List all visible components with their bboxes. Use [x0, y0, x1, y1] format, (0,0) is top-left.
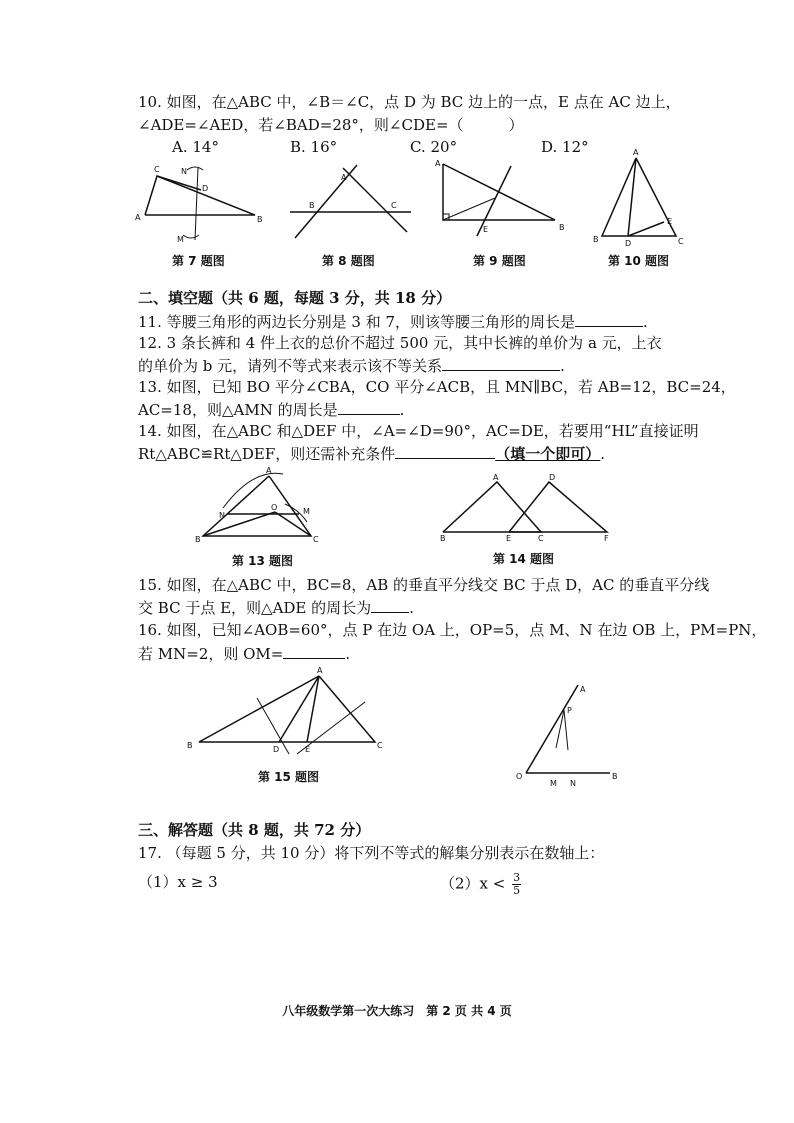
fig7-label-a: A [135, 213, 141, 222]
fig9-label-b: B [559, 223, 565, 232]
fig15-label-b: B [187, 741, 193, 750]
q13-line1: 13. 如图，已知 BO 平分∠CBA，CO 平分∠ACB，且 MN∥BC，若 AB=12，BC=24， [138, 378, 736, 396]
q14-line1: 14. 如图，在△ABC 和△DEF 中，∠A=∠D=90°，AC=DE，若要用“HL”直接证明 [138, 422, 699, 440]
q14-text: Rt△ABC≌Rt△DEF，则还需补充条件 [138, 445, 396, 463]
q16: 若 MN=2，则 OM= . [138, 645, 351, 663]
q13: AC=18，则△AMN 的周长是 . [138, 401, 405, 419]
q17-fraction [512, 872, 521, 897]
page-footer: 八年级数学第一次大练习 第 2 页 共 4 页 [282, 1004, 512, 1018]
fig16-label-b: B [612, 772, 618, 781]
q10-line1: 10. 如图，在△ABC 中，∠B＝∠C，点 D 为 BC 边上的一点，E 点在 AC 边上， [138, 93, 681, 111]
caption-fig13: 第 13 题图 [232, 554, 294, 568]
fig13-label-c: C [313, 535, 319, 544]
q13-answer-blank [338, 399, 400, 415]
fig13-label-o: O [271, 503, 278, 512]
fig10-label-a: A [633, 148, 639, 157]
q15-text: 交 BC 于点 E，则△ADE 的周长为 [138, 599, 372, 617]
fig15-label-a: A [317, 666, 323, 675]
fig15-label-c: C [377, 741, 383, 750]
caption-fig7: 第 7 题图 [172, 254, 225, 268]
q10-option-b: B. 16° [290, 138, 338, 156]
figure-16 [512, 680, 622, 790]
q16-line1: 16. 如图，已知∠AOB=60°，点 P 在边 OA 上，OP=5，点 M、N 在边 OB 上，PM=PN， [138, 621, 767, 639]
caption-fig8: 第 8 题图 [322, 254, 375, 268]
q14-answer-blank [395, 443, 495, 459]
fig7-label-b: B [257, 215, 263, 224]
caption-fig10: 第 10 题图 [608, 254, 670, 268]
fig16-label-n: N [570, 779, 576, 788]
caption-fig14: 第 14 题图 [493, 552, 555, 566]
fig7-label-d: D [202, 184, 209, 193]
q11-text: 11. 等腰三角形的两边长分别是 3 和 7，则该等腰三角形的周长是 [138, 313, 576, 331]
fig9-label-e: E [483, 225, 489, 234]
fig16-label-m: M [550, 779, 557, 788]
fig14-label-d: D [549, 473, 556, 482]
fig7-label-n: N [181, 167, 187, 176]
q15-answer-blank [371, 597, 409, 613]
q17-part2-text: （2）x < [440, 874, 506, 893]
figure-8 [285, 160, 415, 245]
q10-option-a: A. 14° [172, 138, 219, 156]
q12: 的单价为 b 元，请列不等式来表示该不等关系 . [138, 357, 565, 375]
fig13-label-a: A [266, 466, 272, 475]
section2-heading: 二、填空题（共 6 题，每题 3 分，共 18 分） [138, 289, 452, 307]
q17-part1: （1）x ≥ 3 [138, 873, 218, 891]
fig10-label-c: C [678, 237, 684, 246]
fig8-label-a: A [341, 173, 347, 182]
fig13-label-b: B [195, 535, 201, 544]
q17-part2 [440, 872, 521, 897]
q12-answer-blank [442, 355, 560, 371]
figure-7 [135, 160, 265, 245]
q11-answer-blank [575, 311, 643, 327]
caption-fig9: 第 9 题图 [473, 254, 526, 268]
fig16-label-a: A [580, 685, 586, 694]
q14: Rt△ABC≌Rt△DEF，则还需补充条件 （填一个即可）. [138, 445, 606, 463]
q10-option-d: D. 12° [541, 138, 589, 156]
fig16-label-p: P [567, 706, 572, 715]
q17-fraction-denominator: 5 [513, 884, 521, 897]
q10-line2: ∠ADE=∠AED，若∠BAD=28°，则∠CDE=（ ） [138, 116, 524, 134]
fig8-label-c: C [391, 201, 397, 210]
fig10-label-d: D [625, 239, 632, 248]
fig13-label-n: N [219, 511, 225, 520]
fig8-label-b: B [309, 201, 315, 210]
q10-option-c: C. 20° [410, 138, 458, 156]
fig10-label-e: E [667, 217, 673, 226]
figure-13 [195, 466, 325, 545]
figure-14 [435, 472, 615, 542]
q12-text: 的单价为 b 元，请列不等式来表示该不等关系 [138, 357, 443, 375]
q17-fraction-numerator: 3 [513, 871, 521, 884]
figure-10 [592, 148, 692, 248]
fig15-label-d: D [273, 745, 280, 754]
caption-fig15: 第 15 题图 [258, 770, 320, 784]
q13-text: AC=18，则△AMN 的周长是 [138, 401, 338, 419]
fig14-label-e: E [506, 534, 512, 543]
fig14-label-a: A [493, 473, 499, 482]
q14-hint: （填一个即可） [495, 445, 601, 463]
fig14-label-f: F [604, 534, 609, 543]
q16-text: 若 MN=2，则 OM= [138, 645, 284, 663]
q16-answer-blank [283, 643, 345, 659]
fig13-label-m: M [303, 507, 310, 516]
fig15-label-e: E [305, 745, 311, 754]
fig7-label-m: M [177, 235, 184, 244]
section3-heading: 三、解答题（共 8 题，共 72 分） [138, 821, 371, 839]
q15: 交 BC 于点 E，则△ADE 的周长为 . [138, 599, 414, 617]
fig14-label-c: C [538, 534, 544, 543]
fig9-label-a: A [435, 159, 441, 168]
figure-15 [185, 668, 385, 758]
fig7-label-c: C [154, 165, 160, 174]
figure-9 [435, 158, 570, 243]
q12-line1: 12. 3 条长裤和 4 件上衣的总价不超过 500 元，其中长裤的单价为 a 元，上衣 [138, 334, 662, 352]
fig16-label-o: O [516, 772, 523, 781]
q11: 11. 等腰三角形的两边长分别是 3 和 7，则该等腰三角形的周长是 . [138, 313, 648, 331]
q15-line1: 15. 如图，在△ABC 中，BC=8，AB 的垂直平分线交 BC 于点 D，AC 的垂直平分线 [138, 576, 710, 594]
fig14-label-b: B [440, 534, 446, 543]
q17-line1: 17. （每题 5 分，共 10 分）将下列不等式的解集分别表示在数轴上： [138, 844, 605, 862]
fig10-label-b: B [593, 235, 599, 244]
